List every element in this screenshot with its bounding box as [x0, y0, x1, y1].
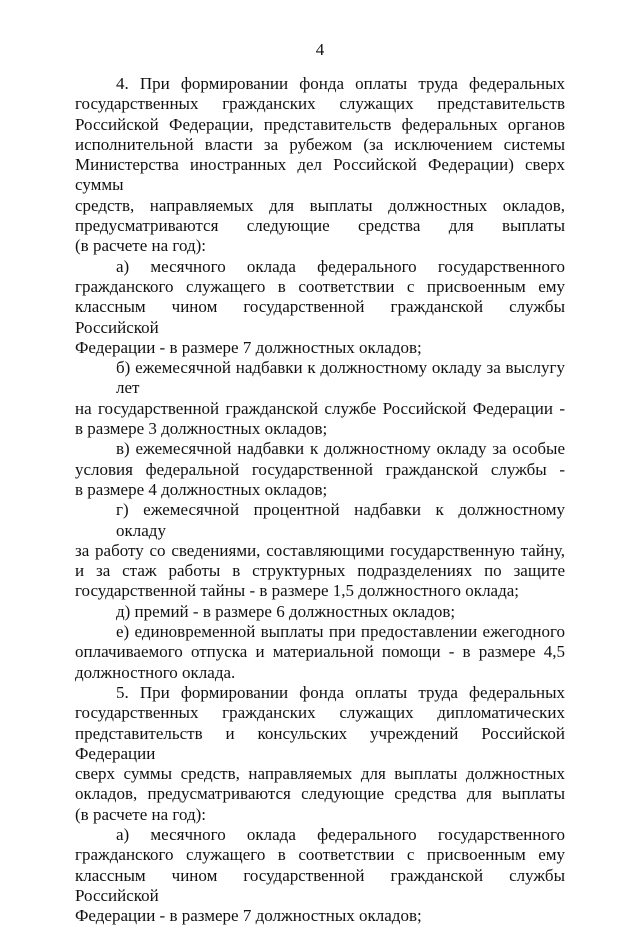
paragraph-line: окладов, предусматриваются следующие средства для выплаты	[75, 784, 565, 804]
document-body	[75, 74, 565, 926]
paragraph-line: в размере 4 должностных окладов;	[75, 479, 328, 499]
paragraph-line: д) премий - в размере 6 должностных окладов;	[116, 601, 456, 621]
paragraph-line: Российской Федерации, представительств федеральных органов	[75, 114, 565, 134]
paragraph-line: Федерации - в размере 7 должностных окладов;	[75, 906, 422, 926]
paragraph-p4e	[75, 622, 565, 683]
paragraph-p5a	[75, 825, 565, 926]
paragraph-line: представительств и консульских учреждений Российской Федерации	[75, 723, 565, 763]
paragraph-line: в) ежемесячной надбавки к должностному окладу за особые	[116, 439, 565, 459]
paragraph-line: б) ежемесячной надбавки к должностному окладу за выслугу лет	[116, 358, 565, 398]
paragraph-line: государственных гражданских служащих дипломатических	[75, 703, 565, 723]
paragraph-p4b	[75, 358, 565, 439]
paragraph-line: гражданского служащего в соответствии с присвоенным ему	[75, 276, 565, 296]
paragraph-line: классным чином государственной гражданской службы Российской	[75, 865, 565, 905]
paragraph-line: государственной тайны - в размере 1,5 должностного оклада;	[75, 581, 520, 601]
paragraph-p4	[75, 74, 565, 257]
paragraph-line: Министерства иностранных дел Российской Федерации) сверх суммы	[75, 155, 565, 195]
paragraph-line: гражданского служащего в соответствии с присвоенным ему	[75, 845, 565, 865]
paragraph-line: на государственной гражданской службе Российской Федерации -	[75, 398, 565, 418]
paragraph-line: 4. При формировании фонда оплаты труда федеральных	[116, 74, 565, 93]
paragraph-line: государственных гражданских служащих представительств	[75, 94, 565, 114]
paragraph-line: е) единовременной выплаты при предоставлении ежегодного	[116, 622, 565, 642]
page-number: 4	[315, 40, 325, 59]
paragraph-line: а) месячного оклада федерального государственного	[116, 256, 565, 276]
paragraph-line: Федерации - в размере 7 должностных окладов;	[75, 337, 422, 357]
paragraph-p4v	[75, 439, 565, 500]
paragraph-line: за работу со сведениями, составляющими государственную тайну,	[75, 540, 565, 560]
paragraph-line: (в расчете на год):	[75, 236, 206, 256]
paragraph-line: 5. При формировании фонда оплаты труда федеральных	[116, 682, 565, 702]
paragraph-line: исполнительной власти за рубежом (за исключением системы	[75, 134, 565, 154]
paragraph-line: условия федеральной государственной гражданской службы -	[75, 459, 565, 479]
paragraph-line: и за стаж работы в структурных подразделениях по защите	[75, 561, 565, 581]
paragraph-line: средств, направляемых для выплаты должностных окладов,	[75, 195, 565, 215]
paragraph-line: классным чином государственной гражданской службы Российской	[75, 297, 565, 337]
paragraph-p4g	[75, 500, 565, 601]
paragraph-line: предусматриваются следующие средства для выплаты	[75, 216, 565, 236]
paragraph-line: оплачиваемого отпуска и материальной помощи - в размере 4,5	[75, 642, 565, 662]
paragraph-p4d	[75, 602, 565, 622]
paragraph-line: в размере 3 должностных окладов;	[75, 419, 328, 439]
paragraph-p5	[75, 683, 565, 825]
paragraph-line: должностного оклада.	[75, 662, 236, 682]
paragraph-line: а) месячного оклада федерального государственного	[116, 824, 565, 844]
paragraph-line: (в расчете на год):	[75, 804, 206, 824]
paragraph-p4a	[75, 257, 565, 358]
paragraph-line: сверх суммы средств, направляемых для выплаты должностных	[75, 764, 565, 784]
paragraph-line: г) ежемесячной процентной надбавки к должностному окладу	[116, 500, 565, 540]
